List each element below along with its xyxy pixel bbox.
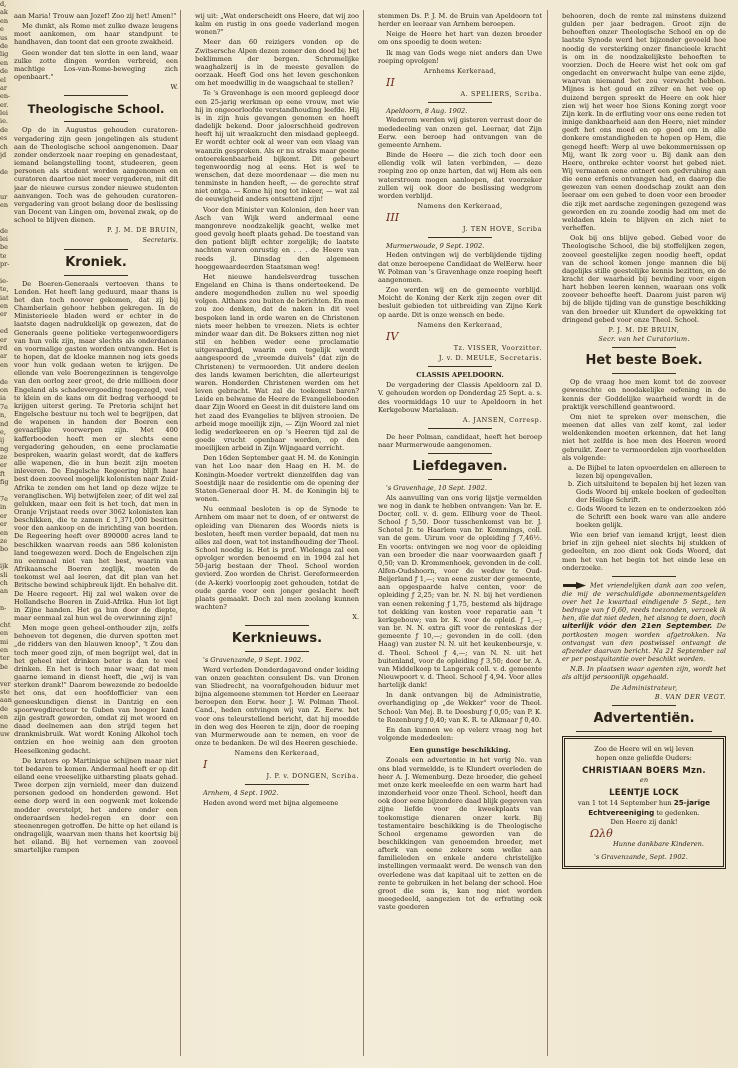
adv-line — [570, 798, 718, 818]
divider — [612, 576, 676, 577]
church-seal-mark: I — [203, 758, 208, 772]
edge-fragment: n- — [0, 604, 7, 613]
paragraph: Ook bij ons blijve gebed. Gebed voor de Theologische School, die bij stoffelijken zegen, zooveel geestelijke zegen noodig heeft, opdat van de school komen jonge mannen die bij dagelijks stille geestelijke kennis bezitten, en de kracht der waarheid bij bevinding voor eigen hart hebben leeren kennen, waaraan ons volk zooveer behoefte heeft. Daarom juist paren wij bij de blijde tijding van de gunstige beschikking van den broeder uit Klundert de opwekking tot dringend gebed voor onze Theol. School. — [562, 234, 726, 324]
edge-fragment: de — [0, 377, 9, 386]
edge-fragment: an — [0, 587, 9, 596]
edge-fragment: de — [0, 125, 9, 134]
paragraph: Heden avond werd met bijna algemeene — [203, 798, 339, 807]
divider — [245, 651, 309, 652]
divider — [428, 237, 492, 238]
edge-fragment — [0, 671, 12, 679]
edge-fragment: en- — [0, 92, 11, 101]
list-item: c. Gods Woord te lezen en te onderzoeken zóó de Schrift een boek ware van alle andere boeken gelijk. — [568, 504, 726, 529]
signature: J. P. v. DONGEN, Scriba. — [266, 772, 359, 781]
adv-name: LEENTJE LOCK — [609, 786, 679, 797]
paragraph: Heden ontvingen wij de verblijdende tijding dat onze beroepene Candidaat de WelEerw. heer W. Polman van 's Gravenhage onze roeping heeft aangenomen. — [378, 251, 542, 284]
edge-fragment: er. — [0, 100, 9, 109]
list-item: a. De Bijbel te laten opvoerdelen en allereen te lezen bij opengevallen. — [568, 463, 726, 480]
divider — [428, 453, 492, 454]
edge-fragment: te, — [0, 285, 9, 294]
paragraph: Om niet te spreken over menschen, die meenen dat alles van zelf komt, zal ieder weldenkenden moeten erkennen, dat het lang niet het zelfde is hoe men des Heeren woord gebruikt. Zeer te vermoordelen zijn voorheelden als volgende: — [562, 412, 726, 462]
edge-fragment: lei — [0, 234, 9, 243]
edge-fragment: er — [0, 335, 7, 344]
edge-fragment: nd — [0, 419, 9, 428]
notice-paragraph — [562, 581, 726, 663]
edge-fragment: n, — [0, 411, 7, 420]
edge-fragment: uw — [0, 729, 10, 738]
edge-fragment: ijk — [0, 562, 9, 571]
dateline: Arnhem, 4 Sept. 1902. — [203, 789, 279, 798]
edge-fragment: us — [0, 33, 8, 42]
edge-fragment: en — [0, 646, 9, 655]
adv-line: en — [639, 775, 649, 784]
handwritten-mark: Ωλθ — [590, 826, 613, 840]
edge-fragment: ie. — [0, 117, 8, 126]
edge-fragment: es — [0, 134, 8, 143]
paragraph: Neige de Heere het hart van dezen broeder om ons spoedig te doen weten: — [378, 30, 542, 47]
edge-fragment: ak — [0, 8, 8, 17]
divider — [64, 275, 128, 276]
signature: Arnhems Kerkeraad, — [423, 66, 497, 75]
edge-fragment: de — [0, 167, 9, 176]
dateline: Murmerwoude, 9 Sept. 1902. — [386, 242, 485, 251]
paragraph: Ik mag van Gods wege niet anders dan Uwe roeping opvolgen! — [378, 48, 542, 65]
divider — [612, 347, 676, 348]
section-heading-kroniek: Kroniek. — [65, 254, 127, 270]
advertisement-box — [562, 736, 726, 869]
adv-signature: Hunne dankbare Kinderen. — [613, 839, 704, 848]
edge-fragment: ur — [0, 192, 8, 201]
paragraph: Men moge geen geheel-onthouder zijn, zelfs behoeven tot degenen, die durven spotten met „de ridders van den blauwen knoop", 't Zou dan toch meer goed zijn, of men begrijpt wel, dat in het geheel niet drinken beter is dan te veel drinken. En het is toch maar waar, dat men gaarne iemand in dienst heeft, die „wij is van sterken drank!" Daarom bewezende zo bedoelde het ons, dat een hoofdofficier van een geneeskundigen dienst in Dantzig en een spoorwegdirecteur te Guben van hooger kand zijn gestraft geworden, omdat zij met woord en daad deelnemen aan den strijd tegen het drankmisbruik. Wat wordt Koning Alkohol toch ontzien en hoe weinig aan den grooten Heeselkoning gedacht. — [14, 624, 178, 755]
edge-fragment: ze — [0, 453, 8, 462]
signature: Namens den Kerkeraad, — [417, 201, 503, 210]
notice-rest: De portkosten mogen worden afgetrokken. Na ontvangst van den postwissel ontvangt de afzender daarvan bericht. Na 21 September zal er per postquitantie over beschikt worden. — [562, 622, 726, 664]
edge-fragment: ed — [0, 327, 9, 336]
section-heading-het-beste-boek: Het beste Boek. — [585, 353, 703, 369]
paragraph: Zooals een advertentie in het vorig No. van ons blad vermeldde, is te Klundert overleden de heer A. J. Wemenburg. Deze broeder, die geheel met onze kerk meeleefde en een warm hart had inzonderheid voor onze Theol. School, heeft dan ook door eene bijzondere daad blijk gegeven van zijne liefde voor de kweekplaats van toekomstige dienaren onzer kerk. Bij testamentaire beschikking is de Theologische School ergename geworden van de beschikkingen van genoemden broeder, met afterk van eene zekere som welke aan familieleden en enkele andere christelijke instellingen vermaakt werd. De wensch van den overledene was dat kapitaal uit te zetten en de rente te gebruiken in het belang der school. Hoe groot die som is, kan nog niet worden meegedeeld, aangezien tot de erfrating ook vaste goederen — [378, 756, 542, 912]
paragraph: Het nieuwe handelsverdrag tusschen Engeland en China is thans onderteekend. De andere mogendheden zullen nu wel spoedig volgen. Althans zou buiten de berichten. En men zou zoo denken, dat de naken in dit veel bespoken land in orde waren en de Christenen niets meer hebben te vreezen. Niets is echter minder waar dan dit. De Boksers zitten nog niet stil en hebben weder eene proclamatie uitgevaardigd, waarin een tegelijk wordt aangespoord de „vreemde duivels" (dat zijn de Christenen) te vermoorden. Uit andere deelen des lands kwamen berichten, die allerteurigst waren. Honderden Christenen werden om het leven gebracht. Wat zal de toekomst baren? Leide en belwame de Heere de Evangeliebooden daar Zijn Woord en Geest in dit duistere land om het zaad des Evangelies te blijven strooien. De arbeid moge moeilijk zijn, — Zijn Woord zal niet ledig wederkeeren en op 's Heeren tijd zal de goede vrucht openbaar worden, op den moeilijken arbeid in Zijn Wijngaard verricht. — [195, 272, 359, 453]
edge-fragment: rd — [0, 344, 8, 353]
edge-fragment: 7e — [0, 402, 8, 411]
edge-fragment: ft — [0, 469, 6, 478]
paragraph: aan Maria! Trouw aan Jozef! Zoo zij het! Amen!" — [14, 12, 177, 20]
edge-fragment: de — [0, 226, 9, 235]
signature: J. TEN HOVE, Scriba — [462, 225, 542, 234]
paragraph: Wederom werden wij gisteren verrast door de mededeeling van onzen gel. Leeraar, dat Zijn Eerw. een beroep had ontvangen van de gemeente Arnhem. — [378, 116, 542, 149]
edge-fragment: ste — [0, 688, 10, 697]
edge-fragment: er — [0, 310, 7, 319]
adv-text-bold: 25-jarige — [673, 797, 711, 807]
paragraph: De vergadering der Classis Apeldoorn zal D. V. gehouden worden op Donderdag 25 Sept. a. s. des voormiddags 10 uur te Apeldoorn in het Kerkgebouw Marialaan. — [378, 381, 542, 414]
adv-line: Den Heere zij dank! — [610, 817, 678, 826]
edge-fragment: en — [0, 713, 9, 722]
church-seal-mark: IV — [386, 329, 399, 343]
signature-role: De Administrateur, — [610, 683, 678, 692]
divider — [576, 731, 712, 732]
paragraph: behooren, doch de rente zal minstens duizend gulden per jaar bedragen. Groot zijn de behoeften onzer Theologische School en op de laatste Synode werd het bijzonder gevoeld hoe noodig de versterking onzer financieele kracht is om in de noodzakelijkste behoeften te voorzien. Doch de Heere wist het ook om gaf ongedacht en onverwacht hulpe van eene zijde, waarvan niemand het zou verwacht hebben. Mijnes is het goud en zilver en het vee op duizend bergen spreekt de Heere en ook hier zien wij het weer hoe Sions Koning zorgt voor Zijn kerk. In de erfluting voor ons eene reden tot innige dankbaarheid aan den Heere, niet minder geeft het ons moed en op goed om in alle donkere omstandigheden te hopen op Hem, die genegd heeft: Werp al uwe bekommernissen op Mij, want Ik zorg voor u. Bij dank aan den Heere, ontbreke echter voorst het gebed niet. Wij vermanen eene ontnert een gedvrubing aan die eene erfenis ontvangen had, en daarop die gewezen van eenen doodschap zoukt aan den leeraar om een gebed te doen voor een broeder die zijk met aardsche zegeningen gezegend was geworden en zu zoande zoodig had om met de weldaden klein te blijven en zich niet te verheffen. — [562, 12, 726, 233]
column-rule — [363, 10, 364, 1056]
edge-fragment — [0, 210, 12, 218]
edge-fragment — [0, 596, 12, 604]
section-heading-advertentien: Advertentiën. — [593, 710, 695, 726]
edge-fragment: 7e — [0, 495, 8, 504]
adv-date: 's Gravenzande, Sept. 1902. — [594, 852, 688, 861]
edge-fragment: ng — [0, 444, 9, 453]
left-edge-fragments — [0, 0, 12, 1068]
edge-fragment: en — [0, 528, 9, 537]
notice-nb — [562, 665, 726, 681]
edge-fragment: ter — [0, 654, 10, 663]
divider — [64, 121, 128, 122]
divider — [245, 625, 309, 626]
edge-fragment — [0, 269, 12, 277]
church-seal-mark: III — [386, 211, 400, 225]
notice-nb-text: N.B. In plaatsen waar agenten zijn, wordt het als altijd persoonlijk opgehaald. — [562, 665, 726, 682]
edge-fragment: d, — [0, 0, 7, 8]
signature: Namens den Kerkeraad, — [417, 320, 503, 329]
adv-text: te gedenken. — [656, 808, 700, 817]
divider — [428, 102, 492, 103]
column-4 — [562, 12, 726, 1052]
column-rule — [547, 10, 548, 1056]
paragraph: Op de vraag hoe men komt tot de zooveer gewenschte en noodakelijke oefening in de kennis der Goddelijke waarheid wordt in de praktijk verschillend geantwoord. — [562, 378, 726, 411]
signature: Tz. VISSER, Voorzitter. — [453, 343, 542, 352]
subheading-classis: CLASSIS APELDOORN. — [416, 371, 504, 380]
edge-fragment: en — [0, 360, 9, 369]
edge-fragment: de — [0, 41, 9, 50]
paragraph: In dank ontvangen bij de Administratie, overhandiging op „de Wekker" voor de Theol. School: Van Mej. B. te Doesburg ƒ 0,05; van P. K. te Rozenburg ƒ 0,40; van K. R. te Alkmaar ƒ 0,40. — [378, 691, 542, 724]
divider — [612, 373, 676, 374]
paragraph: Werd verleden Donderdagavond onder leiding van onzen geachten consulent Ds. van Dronen van Sliedrecht, na voorafgehouden biduur met bijna algemeene stemmen tot Herder en Leeraar beroepen den Eerw. heer J. W. Polman Theol. Cand., heden ontvingen wij van Z. Eerw. het voor ons teleurstellend bericht, dat hij moedde in den weg des Heeren te zijn, door de roeping van Murmerwoude aan te nemen, en voor de onze te bedanken. De wil des Heeren geschiede. — [195, 665, 359, 747]
dateline: 's Gravenzande, 9 Sept. 1902. — [203, 656, 304, 665]
paragraph: wij uit: „Wat onderscheidt ons Heere, dat wij zoo kalm en rustig in ons goede vaderland mogen wonen?" — [195, 12, 359, 37]
edge-fragment: ia — [0, 394, 6, 403]
paragraph: De kraters op Martinique schijnen maar niet tot bedaren te komen. Andermaal heeft er op dit eiland eene vreeselijke uitbarsting plaats gehad. Twee dorpen zijn vernield, meer dan duizend personen gedood en honderden gewond. Het eene dorp werd in een oogwenk met kokende modder overstelpt, het andere onder een onderaardsen hedel-regen en door een steenenregen getroffen. De hitte op het eiland is ondragelijk, waarvan men thans het koortsig bij het eiland. Bij het vernemen van zooveel smartelijke rampen — [14, 756, 178, 855]
edge-fragment: ar — [0, 352, 7, 361]
edge-fragment: ze — [0, 537, 8, 545]
paragraph: Als aanvulling van ons vorig lijstje vermelden we nog in dank te hebben ontvangen: Van br. E. Docter, coll. v. d. gem. Ellburg voor de Theol. School ƒ 5,50. Door tusschenkomst van br. J. Schotel Jr. te Haarlem van br. Kommings, coll. van de gem. Uirum voor de opleiding ƒ 7,46½. En voorts: ontvingen we nog voor de opleiding van een broeder die naar voorwaarden gaaft ƒ 0,50; van D. Krommenhoek, gevonden in de coll. Alfen-Oudshoorn, voor de weduw te Oud-Beijerland ƒ 1,—; van eene zuster der gemeente, aan opgespaarde halve centen, voor de opleiding ƒ 2,25; van br. N. N. bij het verdienen van eenen rekening ƒ 1,75, bestemd als bijdrage tot dekking van kosten voor reparatie aan 't kerkgebouw; van br. K. voor de opleid. ƒ 1,—; van br. N. N. extra gift voor de renteskas der gemeente ƒ 10,—; gevonden in de coll. (den Haag) van zuster N. N. uit het keukenbeursje, v. d. Theol. School ƒ 4,—; van N. N. uit het buitenland, voor de opleiding ƒ 3,50; door br. A. van Middelkoop te Langerak coll. v. d. gemeente Nieuwpoort v. d. Theol. School ƒ 4,94. Voor alles hartelijk dank! — [378, 493, 542, 690]
edge-fragment: en — [0, 16, 9, 25]
paragraph: Meer dan 60 reizigers vonden op de Zwitsersche Alpen dezen zomer den dood bij het beklimmen der bergen. Schromelijke waaghalzerij is in de meeste gevallen de oorzaak. Heeft God ons het leven geschonken om het moedwillig in de waagschaal te stellen? — [195, 38, 359, 88]
section-heading-theologische-school: Theologische School. — [27, 102, 165, 117]
edge-fragment: en — [0, 302, 9, 311]
edge-fragment — [0, 613, 12, 621]
edge-fragment: de — [0, 704, 9, 713]
subheading-beschikking: Een gunstige beschikking. — [409, 746, 511, 755]
signature: B. VAN DER VEGT. — [654, 692, 726, 701]
paragraph: stemmen Ds. P. J. M. de Bruin van Apeldoorn tot herder en leeraar van Arnhem beroepen. — [378, 12, 542, 29]
edge-fragment — [0, 319, 12, 327]
edge-fragment — [0, 369, 12, 377]
edge-fragment: be — [0, 243, 9, 252]
divider — [428, 428, 492, 429]
divider — [64, 95, 128, 96]
pointing-hand-icon — [562, 581, 588, 590]
signature: A. SPELIERS, Scriba. — [460, 90, 542, 99]
section-heading-kerknieuws: Kerknieuws. — [231, 631, 323, 647]
edge-fragment: ver — [0, 679, 11, 688]
edge-fragment: ie- — [0, 276, 9, 285]
signature: J. v. D. MEULE, Secretaris. — [438, 354, 542, 362]
church-seal-mark: II — [386, 76, 395, 90]
edge-fragment: iat — [0, 293, 9, 302]
edge-fragment: ne — [0, 721, 9, 730]
edge-fragment: de — [0, 67, 9, 76]
signature: W. — [170, 83, 178, 92]
edge-fragment — [0, 185, 12, 193]
list-item: b. Zich uitsluitend te bepalen bij het lezen van Gods Woord bij enkele boeken of gedeelten der Heilige Schrift. — [568, 480, 726, 505]
adv-text-bold: Echtvereeniging — [588, 807, 655, 817]
signature: P. J. M. DE BRUIN, — [608, 325, 680, 334]
paragraph: Zoo werden wij en de gemeente verblijd. Moicht de Koning der Kerk zijn zegen over dit besluit gebieden tot uitbreiding van Zijne Kerk op aarde. Dit is onze wensch en bede. — [378, 286, 542, 319]
paragraph: Me dunkt, als Rome met zulke dwaze leugens moet aankomen, om haar standpunt te handhaven, dan toont dat een groote zwakheid. — [14, 22, 178, 47]
paragraph: Voor den Minister van Kolonien, den heer van Asch van Wijk werd andermaal eene mangonreve noodzakelijk geacht, welke met goed gevolg heeft plaats gehad. De toestand van den patient blijft echter zorgelijk; de laatste nachten waren onrustig en . . . de Heere van reeds jl. Dinsdag den algemeen hooggewaardeerden Staatsman weg! — [195, 205, 359, 271]
edge-fragment: er — [0, 511, 7, 520]
column-rule — [180, 10, 181, 1056]
edge-fragment: be — [0, 662, 9, 671]
edge-fragment — [0, 487, 12, 495]
edge-fragment: ar — [0, 83, 7, 92]
divider — [428, 366, 492, 367]
signature: P. J. M. DE BRUIN, — [106, 226, 178, 235]
signature: A. JANSEN, Corresp. — [462, 415, 542, 424]
paragraph: Op de in Augustus gehouden curatoren-vergadering zijn geen jongelingen als student aan de Theologische school aangenomen. Daar zonder onderzoek naar roeping en genadestaat, iemand belangstelling toont, studeeren, geen personen als student worden aangenomen en curatoren daartoe niet meer vergaderen, mit dit jaar de nieuwe cursus zonder nieuwe studenten aanvangen. Toch was de gehouden curatoren-vergadering van groot belang door de beslissing van Docent van Lingen om, bovenal zwak, op de school te blijven dienen. — [14, 126, 178, 225]
edge-fragment: ch — [0, 142, 8, 151]
edge-fragment — [0, 176, 12, 184]
section-heading-liefdegaven: Liefdegaven. — [412, 459, 508, 475]
edge-fragment: pr- — [0, 260, 10, 269]
signature-role: Secr. van het Curatorium. — [598, 335, 690, 344]
edge-fragment: in — [0, 503, 7, 512]
column-3 — [378, 12, 542, 1052]
paragraph: Wie een brief van iemand krijgt, leest dien brief in zijn geheel niet slechts bij stukken of gedeelten, en zoo dient ook Gods Woord, dat men het van het begin tot het einde lese en onderzoeke. — [562, 531, 726, 572]
edge-fragment: lig — [0, 50, 9, 59]
edge-fragment: e, — [0, 427, 6, 436]
edge-fragment: fig — [0, 478, 9, 487]
paragraph: En dan kunnen we op velerz vraag nog het volgende mededeelen: — [378, 725, 542, 743]
paragraph: Nu eenmaal besloten is op de Synode te Arnhem om maar net te doen, of er ontwerst de opleiding van Dienaren des Woords niets is besloten, heeft men verder bepaald, dat men nu alles zal doen, wat tot instandhouding der Theol. School noodig is. Het is prof. Wielenga zal een opvolger worden benoemd en in 1904 zal het 50-jarig bestaan der Theol. School worden gevierd. Zoo worden de Christ. Gereformeerden (de A-kerk) voorloopig zoet gehouden, totdat de oude garde voor een jonger geslacht heeft plaats gemaakt. Doch zal men zoolang kunnen wachten? — [195, 505, 359, 612]
paragraph: Binde de Heere — die zich toch door een ellendig volk wil laten verbinden, — deze roeping zoo op onze harten, dat wij Hem als een waterstroom mogen aanloopen, dat voorzeker zullen wij ook door de beslissing wedgrom worden verblijd. — [378, 151, 542, 200]
signature: X. — [352, 613, 359, 622]
edge-fragment: ij — [0, 436, 5, 445]
edge-fragment: cht — [0, 620, 11, 629]
notice-deadline: uiterlijk vóór den 21en September. — [562, 621, 713, 631]
edge-fragment: en — [0, 58, 9, 67]
signature: Namens den Kerkeraad, — [234, 749, 320, 758]
edge-fragment: en — [0, 629, 9, 638]
edge-fragment: mi — [0, 637, 9, 646]
edge-fragment: te — [0, 251, 7, 260]
edge-fragment: jd — [0, 151, 7, 160]
notice-lead: Met vriendelijken dank aan zoo velen, die mij de verschuldigde abonnementsgelden over het 1e kwartaal eindigende 5 Sept., ten bedrage van ƒ 0,60, reeds toezonden, verzoek ik hen, die dat niet deden, het alsnog te doen, doch — [562, 581, 726, 623]
paragraph: De heer Polman, candidaat, heeft het beroep naar Murmerwoude aangenomen. — [378, 433, 542, 450]
edge-fragment: e — [0, 25, 4, 34]
adv-name: CHRISTIAAN BOERS Mzn. — [582, 764, 706, 775]
paragraph: Te 's Gravenhage is een moord gepleegd door een 25-jarig werkman op eene vrouw, met wie hij in ongeoorloofde verstandhouding leefde. Hij is in zijn huis gevangen genomen en heeft dadelijk bekend. Door jaloerschheid gedreven heeft hij uit wraakzucht den misdaad gepleegd. Er wordt echter ook al weer van een vlaag van waanzin gesproken. Als er nu straks maar geene ontoerekenbaarheid bijkomt. Dit gebeurt tegenwoordig nog al eens. Het is wel te wenschen, dat deze moordenaar — die men nu tenminste in handen heeft, — de gerechte straf niet ontga. — Kome hij nog tot inkeer, — wat zal de eeuwigheid anders ontsettend zijn! — [195, 89, 359, 204]
dateline: Apeldoorn, 8 Aug. 1902. — [386, 107, 468, 116]
edge-fragment: lei — [0, 109, 9, 118]
paragraph: Den 16den September gaat H. M. de Koningin van het Loo naar den Haag en H. M. de Koningin-Moeder vertrekt dienzelfden dag van Soestdijk naar de residentie om de opening der Staten-Generaal door H. M. de Koningin bij te wonen. — [195, 454, 359, 504]
edge-fragment — [0, 159, 12, 167]
signature-role: Secretaris. — [142, 236, 178, 245]
list — [568, 464, 726, 529]
edge-fragment: er — [0, 520, 7, 529]
edge-fragment: ch — [0, 578, 8, 587]
paragraph: Geen wonder dat ten slotte in een land, waar zulke zotte dingen worden verbreid, een machtige Los-van-Rome-beweging zich openbaart." — [14, 48, 178, 82]
adv-line: Zoo de Heere wil en wij leven — [594, 744, 694, 753]
dateline: 's Gravenhage, 10 Sept. 1902. — [386, 484, 487, 493]
edge-fragment: bo — [0, 545, 9, 554]
adv-line: hopen onze geliefde Ouders: — [596, 753, 692, 762]
edge-fragment: sli — [0, 570, 8, 579]
edge-fragment: on — [0, 385, 9, 394]
column-1 — [14, 12, 178, 1052]
paragraph: De Boeren-Generaals vertoeven thans te Londen. Het heeft lang geduurd, maar thans is het dan toch noover gekomen, dat zij bij Chamberlain gehoor hebben gekregen. In de Ministerieele bladen werd er echter in de laatste dagen nadrukkelijk op gewezen, dat de Generaals geene politieke vertegenwoordigers van hun volk zijn, maar slechts als onderdanen en voormalige gasten worden ontvangen. Het is te hopen, dat de kloeke mannen nog iets goeds voor hun volk gedaan weten te krijgen. De ellende van vele Boerengezinnen is tengevolge van den oorlog zeer groot, de drie millioen door Engeland als schadevergoeding toegezegd, veel te klein en de kans om dit bedrag verhoogd te krijgen uiterst gering. Te Pretoria schijnt het Engelsche bestuur nu toch wel te begrijpen, dat de wapenen in handen der Boeren een gevaarlijke voorwerpen zijn. Met 400 kafferbooden heeft men er slechts eene vergadering gehouden, en eene proclamatie bespreken, waarin gelast wordt, dat de kaffers alle wapenen, die in hun bezit zijn moeten inleveren. De Engelsche Regeering blijft haar best doen zooveel mogelijk kolonisten naar Zuid-Afrika te zenden om het land op deze wijze te veranglischen. Wij betwijfelen zeer, of dit wel zal gelukken, maar een feit is het toch, dat men in Oranje Vrijstaat reeds over 3062 kolonisten kan beschikken, die te zamen £ 1,371,000 besitten voor den aankoop en de inrichting van boerden. De Regeering heeft over 890000 acres land te beschikken waarvan reeds aan 586 kolonisten land toegewezen werd. Doch de Engelschen zijn nu eenmaal niet van het best, waarin van Afrikaansche Boeren zeglijk, moeten de toekomst wel aal leeren, dat dit plan van het Britsche bewind schipbreuk lijdt. En behalve dit. De Heere regeert. Hij zal wel waken over de Hollandsche Boeren in Zuid-Afrika. Hun lot ligt in Zijne handen. Het ga hun door de diepte, maar eenmaal zal hun wel de overwinning zijn! — [14, 279, 178, 622]
edge-fragment: aan — [0, 696, 12, 705]
adv-text: van 1 tot 14 September hun — [577, 798, 672, 807]
divider — [64, 249, 128, 250]
edge-fragment: el — [0, 75, 6, 84]
edge-fragment: en — [0, 201, 9, 210]
divider — [428, 479, 492, 480]
edge-fragment — [0, 218, 12, 226]
divider — [612, 705, 676, 706]
edge-fragment: er — [0, 461, 7, 470]
divider — [245, 784, 309, 785]
edge-fragment — [0, 554, 12, 562]
column-2 — [195, 12, 359, 1052]
